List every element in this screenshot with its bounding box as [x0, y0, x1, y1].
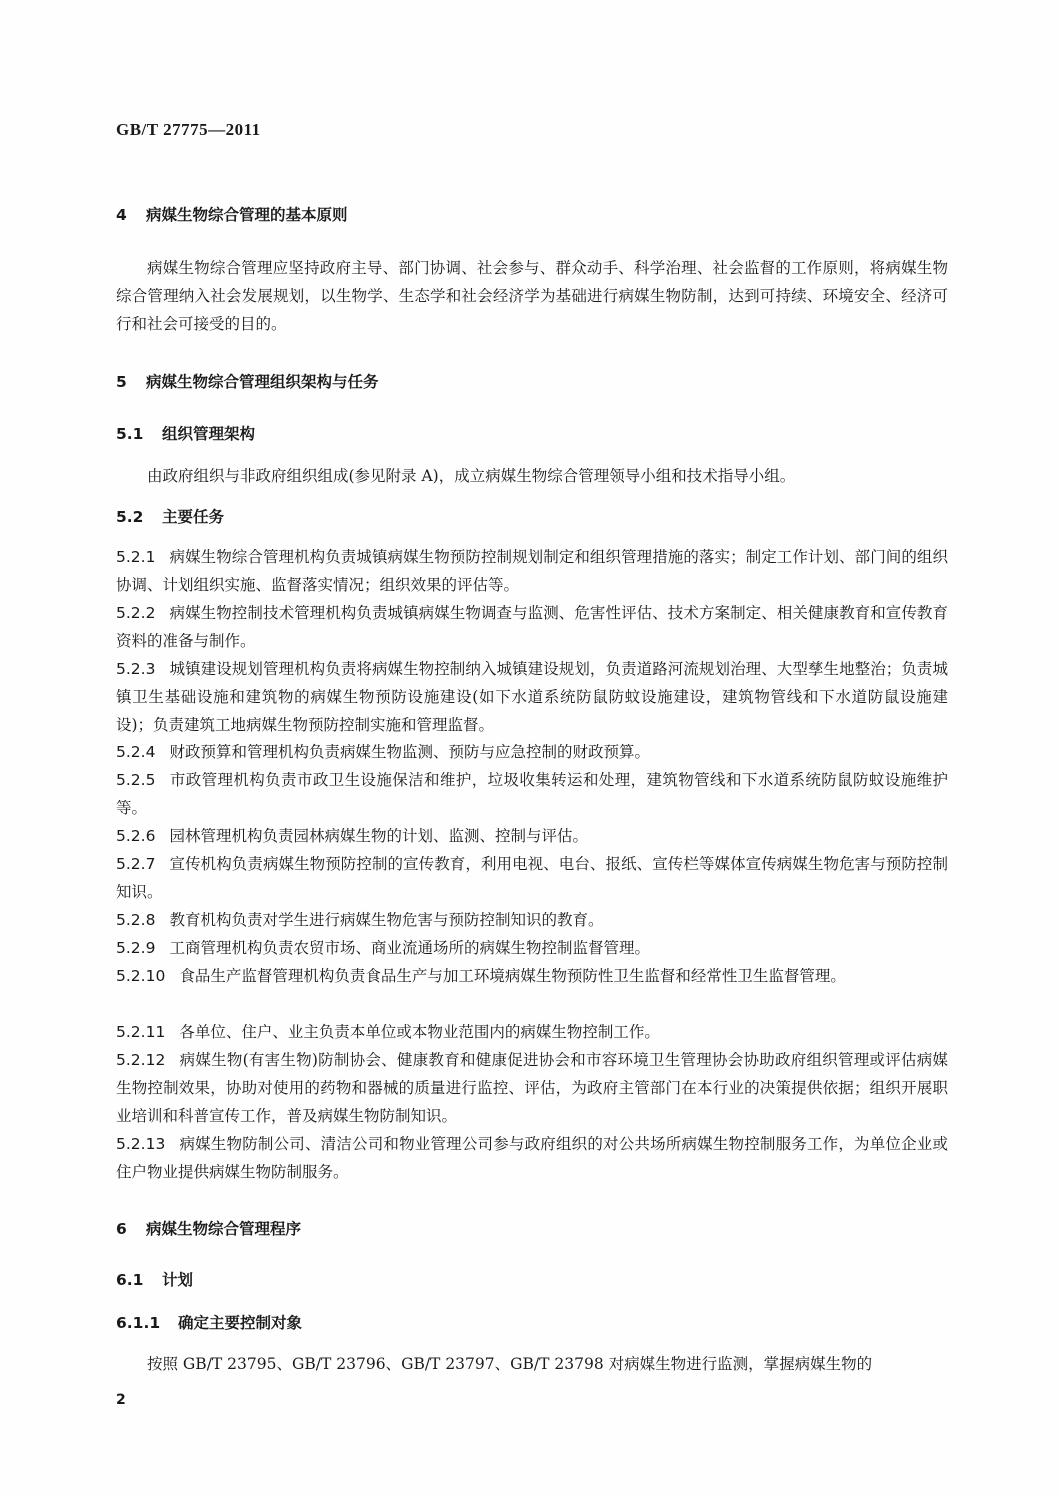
item-text: 病媒生物(有害生物)防制协会、健康教育和健康促进协会和市容环境卫生管理协会协助政府组织管理或评估病媒生物控制效果，协助对使用的药物和器械的质量进行监控、评估，为政府主管部门在本行业的决策提供依据；组织开展职业培训和科普宣传工作，普及病媒生物防制知识。 — [116, 1051, 948, 1125]
section-5-1-heading — [116, 422, 255, 444]
standard-id: GB/T 27775—2011 — [116, 120, 261, 139]
page-number: 2 — [116, 1392, 126, 1408]
item-number: 5.2.10 — [116, 967, 166, 985]
section-6-1-heading — [116, 1268, 193, 1290]
section-5-2-heading — [116, 505, 224, 527]
item-text: 病媒生物防制公司、清洁公司和物业管理公司参与政府组织的对公共场所病媒生物控制服务工作，为单位企业或住户物业提供病媒生物防制服务。 — [116, 1135, 948, 1181]
item-number: 5.2.12 — [116, 1051, 166, 1069]
item-number: 5.2.9 — [116, 939, 156, 957]
item-number: 5.2.4 — [116, 743, 156, 761]
task-item — [116, 822, 948, 850]
item-text: 工商管理机构负责农贸市场、商业流通场所的病媒生物控制监督管理。 — [169, 939, 650, 957]
section-title: 主要任务 — [162, 508, 225, 526]
task-item — [116, 906, 948, 934]
section-number: 6 — [116, 1220, 127, 1238]
section-5-heading — [116, 370, 379, 392]
section-title: 病媒生物综合管理组织架构与任务 — [146, 373, 379, 391]
task-item — [116, 934, 948, 962]
section-title: 病媒生物综合管理程序 — [146, 1220, 302, 1238]
task-item — [116, 599, 948, 655]
section-5-1-body: 由政府组织与非政府组织组成(参见附录 A)，成立病媒生物综合管理领导小组和技术指导小组。 — [147, 467, 796, 485]
section-title: 组织管理架构 — [162, 425, 256, 443]
section-6-1-1-body: 按照 GB/T 23795、GB/T 23796、GB/T 23797、GB/T 23798 对病媒生物进行监测，掌握病媒生物的 — [147, 1355, 873, 1373]
section-number: 5 — [116, 373, 127, 391]
item-number: 5.2.3 — [116, 660, 156, 678]
item-number: 5.2.7 — [116, 855, 156, 873]
section-4-heading — [116, 203, 348, 225]
item-text: 病媒生物控制技术管理机构负责城镇病媒生物调查与监测、危害性评估、技术方案制定、相关健康教育和宣传教育资料的准备与制作。 — [116, 604, 948, 650]
item-text: 城镇建设规划管理机构负责将病媒生物控制纳入城镇建设规划，负责道路河流规划治理、大型孳生地整治；负责城镇卫生基础设施和建筑物的病媒生物预防设施建设(如下水道系统防鼠防蚊设施建设，建筑物管线和下水道防鼠设施建设)；负责建筑工地病媒生物预防控制实施和管理监督。 — [116, 660, 948, 734]
section-title: 计划 — [162, 1271, 194, 1289]
task-item — [116, 962, 948, 990]
task-item — [116, 1046, 948, 1130]
section-number: 6.1.1 — [116, 1314, 161, 1332]
item-number: 5.2.11 — [116, 1023, 166, 1041]
section-number: 4 — [116, 206, 127, 224]
section-number: 5.1 — [116, 425, 144, 443]
task-item — [116, 1130, 948, 1186]
item-text: 食品生产监督管理机构负责食品生产与加工环境病媒生物预防性卫生监督和经常性卫生监督管理。 — [179, 967, 846, 985]
item-text: 市政管理机构负责市政卫生设施保洁和维护，垃圾收集转运和处理，建筑物管线和下水道系统防鼠防蚊设施维护等。 — [116, 771, 948, 817]
task-item — [116, 738, 948, 766]
task-item — [116, 766, 948, 822]
item-text: 财政预算和管理机构负责病媒生物监测、预防与应急控制的财政预算。 — [169, 743, 650, 761]
section-6-heading — [116, 1217, 301, 1239]
section-number: 6.1 — [116, 1271, 144, 1289]
item-text: 园林管理机构负责园林病媒生物的计划、监测、控制与评估。 — [169, 827, 588, 845]
item-number: 5.2.5 — [116, 771, 156, 789]
item-number: 5.2.13 — [116, 1135, 166, 1153]
section-4-body: 病媒生物综合管理应坚持政府主导、部门协调、社会参与、群众动手、科学治理、社会监督的工作原则，将病媒生物综合管理纳入社会发展规划，以生物学、生态学和社会经济学为基础进行病媒生物防制，达到可持续、环境安全、经济可行和社会可接受的目的。 — [116, 259, 948, 333]
item-number: 5.2.6 — [116, 827, 156, 845]
item-text: 各单位、住户、业主负责本单位或本物业范围内的病媒生物控制工作。 — [179, 1023, 660, 1041]
task-item — [116, 655, 948, 739]
task-item — [116, 543, 948, 599]
task-item — [116, 850, 948, 906]
item-number: 5.2.8 — [116, 911, 156, 929]
section-number: 5.2 — [116, 508, 144, 526]
item-text: 病媒生物综合管理机构负责城镇病媒生物预防控制规划制定和组织管理措施的落实；制定工作计划、部门间的组织协调、计划组织实施、监督落实情况；组织效果的评估等。 — [116, 548, 948, 594]
section-6-1-1-heading — [116, 1311, 302, 1333]
item-number: 5.2.2 — [116, 604, 156, 622]
task-item — [116, 1018, 948, 1046]
item-text: 宣传机构负责病媒生物预防控制的宣传教育，利用电视、电台、报纸、宣传栏等媒体宣传病媒生物危害与预防控制知识。 — [116, 855, 948, 901]
item-number: 5.2.1 — [116, 548, 156, 566]
item-text: 教育机构负责对学生进行病媒生物危害与预防控制知识的教育。 — [169, 911, 604, 929]
section-title: 病媒生物综合管理的基本原则 — [146, 206, 348, 224]
section-title: 确定主要控制对象 — [178, 1314, 303, 1332]
